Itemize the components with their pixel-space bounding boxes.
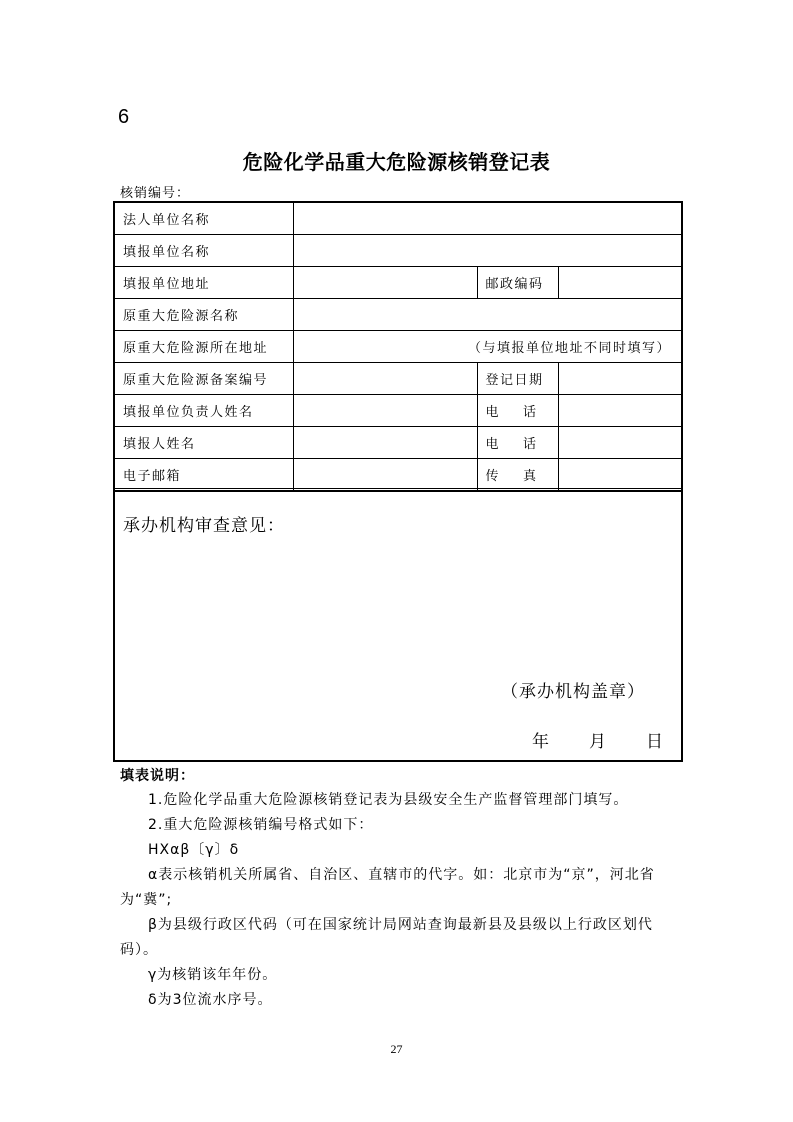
fax-label [477, 459, 558, 492]
registration-date-field[interactable] [558, 363, 682, 395]
unit-head-phone-field[interactable] [558, 395, 682, 427]
page-number: 27 [390, 1042, 403, 1056]
original-filing-number-label: 原重大危险源备案编号 [114, 363, 293, 395]
filler-phone-label [477, 427, 558, 459]
notes-body [120, 788, 678, 1013]
registration-number-label: 核销编号： [120, 186, 191, 201]
notes-line-7: δ为3位流水序号。 [148, 992, 273, 1008]
fax-label-text: 传 真 [485, 469, 538, 484]
page-title: 危险化学品重大危险源核销登记表 [242, 150, 551, 174]
day-label: 日 [646, 732, 663, 752]
original-hazard-location-label: 原重大危险源所在地址 [114, 331, 293, 363]
year-label: 年 [532, 732, 549, 752]
unit-head-phone-label [477, 395, 558, 427]
filler-name-label: 填报人姓名 [114, 427, 293, 459]
row-email [114, 459, 682, 492]
row-original-filing-number [114, 363, 682, 395]
unit-head-field[interactable] [293, 395, 477, 427]
registration-date-label: 登记日期 [477, 363, 558, 395]
postal-code-field[interactable] [558, 267, 682, 299]
original-hazard-name-label: 原重大危险源名称 [114, 299, 293, 331]
row-original-hazard-name [114, 299, 682, 331]
form-number: 6 [118, 106, 130, 128]
reporting-address-field[interactable] [293, 267, 477, 299]
row-original-hazard-location [114, 331, 682, 363]
row-reporting-unit [114, 235, 682, 267]
filler-phone-label-text: 电 话 [485, 437, 538, 452]
notes-line-6: γ为核销该年年份。 [148, 967, 278, 983]
review-opinion-box[interactable] [113, 488, 683, 762]
notes-title: 填表说明： [120, 768, 195, 784]
notes-line-5: β为县级行政区代码（可在国家统计局网站查询最新县及县级以上行政区划代码）。 [120, 917, 653, 958]
reporting-unit-label: 填报单位名称 [114, 235, 293, 267]
agency-seal-label: （承办机构盖章） [501, 682, 645, 702]
row-filler [114, 427, 682, 459]
filler-phone-field[interactable] [558, 427, 682, 459]
legal-entity-field[interactable] [293, 202, 682, 235]
legal-entity-label: 法人单位名称 [114, 202, 293, 235]
notes-line-1: 1.危险化学品重大危险源核销登记表为县级安全生产监督管理部门填写。 [148, 792, 629, 808]
review-opinion-label: 承办机构审查意见： [123, 516, 285, 536]
original-hazard-location-field[interactable]: （与填报单位地址不同时填写） [293, 331, 682, 363]
notes-line-3: HXαβ〔γ〕δ [148, 842, 240, 858]
unit-head-phone-label-text: 电 话 [485, 405, 538, 420]
notes-line-4: α表示核销机关所属省、自治区、直辖市的代字。如：北京市为“京”，河北省为“冀”; [120, 867, 655, 908]
reporting-unit-field[interactable] [293, 235, 682, 267]
review-date [492, 727, 663, 752]
fax-field[interactable] [558, 459, 682, 492]
month-label: 月 [589, 732, 606, 752]
reporting-address-label: 填报单位地址 [114, 267, 293, 299]
row-unit-head [114, 395, 682, 427]
original-filing-number-field[interactable] [293, 363, 477, 395]
postal-code-label: 邮政编码 [477, 267, 558, 299]
unit-head-label: 填报单位负责人姓名 [114, 395, 293, 427]
filler-name-field[interactable] [293, 427, 477, 459]
notes-line-2: 2.重大危险源核销编号格式如下： [148, 817, 374, 833]
email-label: 电子邮箱 [114, 459, 293, 492]
email-field[interactable] [293, 459, 477, 492]
original-hazard-name-field[interactable] [293, 299, 682, 331]
row-reporting-address [114, 267, 682, 299]
registration-table [113, 201, 683, 492]
row-legal-entity [114, 202, 682, 235]
